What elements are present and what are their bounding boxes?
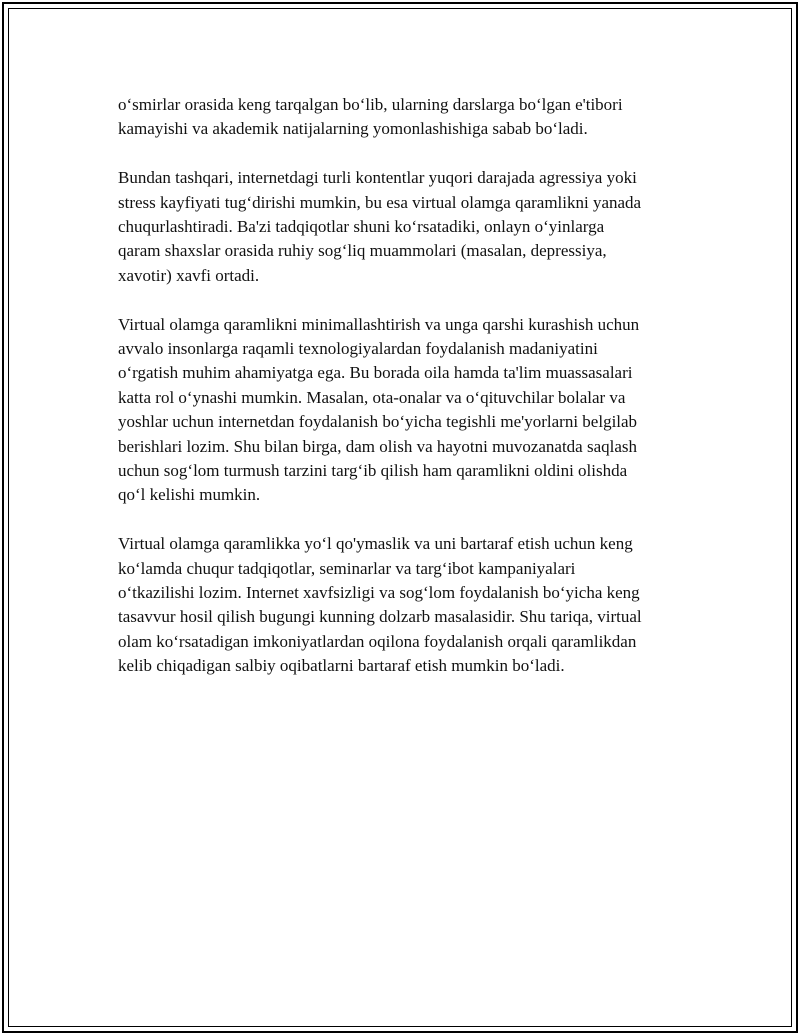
text-line: qaram shaxslar orasida ruhiy sog‘liq muammolari (masalan, depressiya,: [118, 241, 607, 261]
text-line: Bundan tashqari, internetdagi turli kontentlar yuqori darajada agressiya yoki: [118, 168, 637, 188]
text-line: olam ko‘rsatadigan imkoniyatlardan oqilona foydalanish orqali qaramlikdan: [118, 631, 637, 651]
text-line: qo‘l kelishi mumkin.: [118, 485, 261, 505]
text-line: ko‘lamda chuqur tadqiqotlar, seminarlar va targ‘ibot kampaniyalari: [118, 558, 576, 578]
text-line: o‘rgatish muhim ahamiyatga ega. Bu borada oila hamda ta'lim muassasalari: [118, 363, 633, 383]
paragraph-4: [118, 532, 698, 678]
paragraph-2: [118, 166, 698, 288]
paragraph-1: [118, 93, 698, 142]
text-line: berishlari lozim. Shu bilan birga, dam olish va hayotni muvozanatda saqlash: [118, 436, 638, 456]
text-line: Virtual olamga qaramlikka yo‘l qo'ymaslik va uni bartaraf etish uchun keng: [118, 534, 633, 554]
document-body: [118, 93, 698, 703]
text-line: yoshlar uchun internetdan foydalanish bo‘yicha tegishli me'yorlarni belgilab: [118, 412, 638, 432]
text-line: uchun sog‘lom turmush tarzini targ‘ib qilish ham qaramlikni oldini olishda: [118, 461, 628, 481]
text-line: katta rol o‘ynashi mumkin. Masalan, ota-onalar va o‘qituvchilar bolalar va: [118, 387, 626, 407]
text-line: avvalo insonlarga raqamli texnologiyalardan foydalanish madaniyatini: [118, 339, 598, 359]
text-line: kelib chiqadigan salbiy oqibatlarni bartaraf etish mumkin bo‘ladi.: [118, 656, 565, 676]
paragraph-3: [118, 313, 698, 508]
text-line: o‘smirlar orasida keng tarqalgan bo‘lib, ularning darslarga bo‘lgan e'tibori: [118, 95, 623, 114]
text-line: chuqurlashtiradi. Ba'zi tadqiqotlar shuni ko‘rsatadiki, onlayn o‘yinlarga: [118, 217, 605, 237]
text-line: xavotir) xavfi ortadi.: [118, 265, 260, 285]
text-line: kamayishi va akademik natijalarning yomonlashishiga sabab bo‘ladi.: [118, 119, 588, 139]
text-line: Virtual olamga qaramlikni minimallashtirish va unga qarshi kurashish uchun: [118, 314, 640, 334]
text-line: tasavvur hosil qilish bugungi kunning dolzarb masalasidir. Shu tariqa, virtual: [118, 607, 642, 627]
text-line: o‘tkazilishi lozim. Internet xavfsizligi va sog‘lom foydalanish bo‘yicha keng: [118, 583, 640, 603]
text-line: stress kayfiyati tug‘dirishi mumkin, bu esa virtual olamga qaramlikni yanada: [118, 192, 642, 212]
